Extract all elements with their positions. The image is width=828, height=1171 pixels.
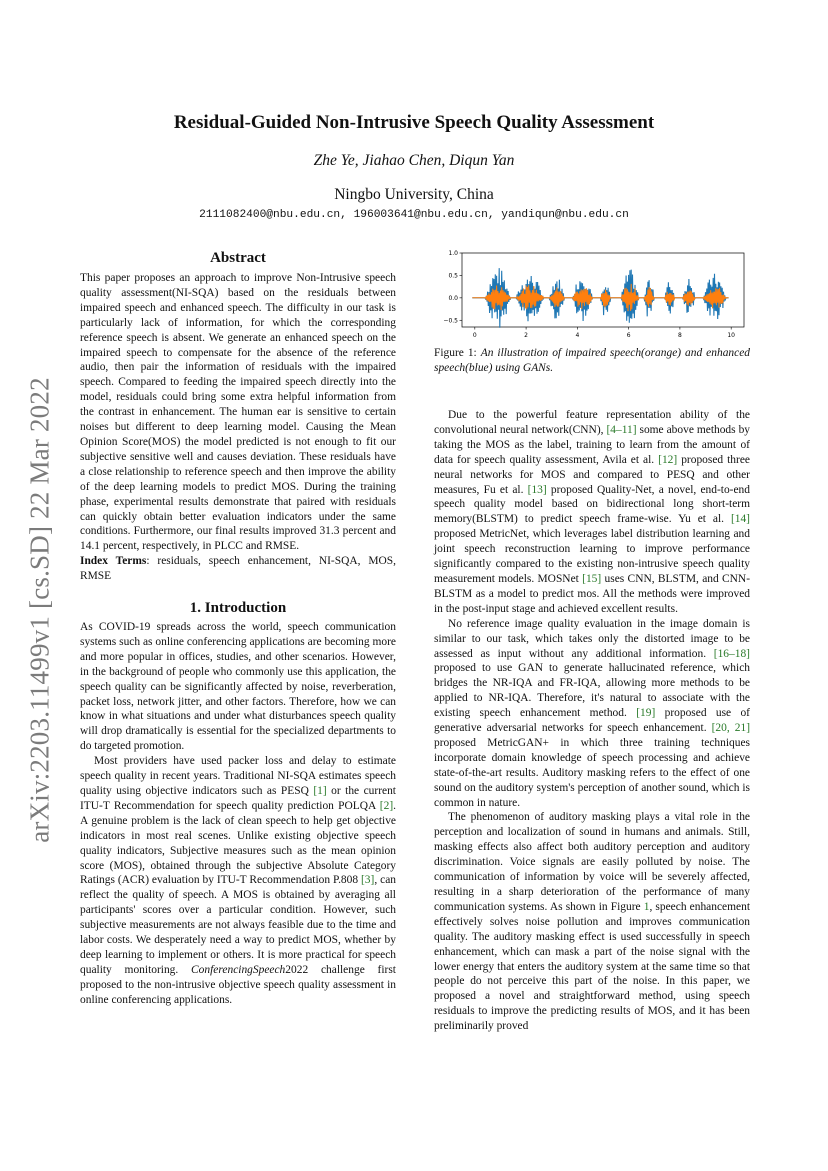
citation-link[interactable]: [16–18] <box>713 647 750 660</box>
arxiv-identifier: arXiv:2203.11499v1 [cs.SD] 22 Mar 2022 <box>24 377 55 843</box>
citation-link[interactable]: [14] <box>730 513 750 526</box>
figure-link[interactable]: 1 <box>643 900 650 913</box>
citation-link[interactable]: [20, 21] <box>711 722 750 735</box>
r-p3-a: The phenomenon of auditory masking plays a vital role in the perception and localization of sound in humans and animals. Still, masking effects also affect both auditory perception and auditory discrimination. Voice signals are easily polluted by noise. The communication of information by voice will be severely affected, resulting in a sharp deterioration of the performance of many communication systems. As shown in Figure <box>434 811 750 913</box>
citation-link[interactable]: [12] <box>658 453 678 466</box>
r-p3-b: , speech enhancement effectively solves noise pollution and improves communication quality. The auditory masking effect is used successfully in speech enhancement, which can mask a part of the noise signal with the lower energy that enters the auditory system at the same time so that people do not perceive this part of the noise. In this paper, we proposed a novel and straightforward method, using speech residuals to improve the predicting results of MOS, and it has been preliminarily proved <box>434 900 751 1033</box>
x-tick-label: 2 <box>524 332 529 339</box>
x-tick-label: 4 <box>575 332 580 339</box>
figure-caption-label: Figure 1: <box>434 347 481 359</box>
intro-p2-text-e: 2022 challenge first proposed to the non-intrusive objective speech quality assessment in online conferencing applications. <box>80 963 396 1006</box>
citation-link[interactable]: [2] <box>379 799 394 812</box>
paper-affiliation: Ningbo University, China <box>334 186 494 203</box>
paper-title: Residual-Guided Non-Intrusive Speech Quality Assessment <box>173 112 655 133</box>
x-tick-label: 8 <box>677 332 682 339</box>
r-p2-b: proposed to use GAN to generate hallucinated reference, which bridges the NR-IQA and FR-IQA, allowing more methods to be applied to NR-IQA. Therefore, it's natural to associate with the existing speech enhancement method. <box>434 662 750 720</box>
y-tick-label: 0.0 <box>448 294 458 302</box>
left-column <box>80 248 396 1008</box>
r-p1-b: some above methods by taking the MOS as the label, training to learn from the amount of data for speech quality assessment, Avila et al. <box>434 423 751 466</box>
challenge-name: ConferencingSpeech <box>191 963 286 976</box>
arxiv-sidebar <box>10 360 70 860</box>
waveform-chart <box>434 248 750 340</box>
intro-p2-text-c: . A genuine problem is the lack of clean speech to help get objective indicators in most real scenes. Unlike existing objective speech quality indicators, Subjective measures such as the mean opinion score (MOS), obtained through the subjective Absolute Category Ratings (ACR) evaluation by ITU-T Recommendation P.808 <box>80 799 396 887</box>
y-tick-label: 0.5 <box>448 272 458 280</box>
x-tick-label: 6 <box>626 332 631 339</box>
r-p1-c: proposed three neural networks for MOS and compared to PESQ and other measures, Fu et al. <box>434 453 750 496</box>
citation-link[interactable]: [19] <box>636 707 656 720</box>
y-tick-label: −0.5 <box>443 317 458 325</box>
index-terms <box>80 554 396 584</box>
introduction-heading: 1. Introduction <box>189 600 287 617</box>
figure-1 <box>434 248 750 376</box>
citation-link[interactable]: [3] <box>361 874 375 887</box>
x-tick-label: 10 <box>727 332 736 339</box>
abstract-heading: Abstract <box>210 250 266 266</box>
index-terms-label: Index Terms <box>80 555 147 568</box>
abstract-text: This paper proposes an approach to improve Non-Intrusive speech quality assessment(NI-SQA) based on the residuals between impaired speech and enhanced speech. The difficulty in our task is particularly lack of information, for which the corresponding reference speech is absent. We generate an enhanced speech on the impaired speech to compensate for the absence of the reference audio, then pair the information of residuals with the impaired speech. Compared to feeding the impaired speech directly into the model, residuals could bring some extra helpful information from the contrast in enhancement. The human ear is sensitive to certain noises but different to deep learning model. Causing the Mean Opinion Score(MOS) the model predicted is not enough to fit our subjective sensitive well and causes deviation. These residuals have a close relationship to reference speech and then improve the ability of the deep learning models to predict MOS. During the training phase, experimental results demonstrate that paired with residuals can quickly obtain better evaluation indicators under the same conditions. Furthermore, our final results improved 31.3 percent and 14.1 percent, respectively, in PLCC and RMSE. <box>80 272 396 553</box>
right-paragraph-2 <box>434 617 750 811</box>
citation-link[interactable]: [4–11] <box>606 423 637 436</box>
paper-emails: 2111082400@nbu.edu.cn, 196003641@nbu.edu.cn, yandiqun@nbu.edu.cn <box>199 209 629 221</box>
figure-caption <box>434 346 750 376</box>
intro-p2-text-d: , can reflect the quality of speech. A MOS is obtained by averaging all participants' scores over a particular condition. However, such subjective measurements are not always feasible due to the time and labor costs. We desperately need a way to predict MOS, whether by deep learning to implement or others. It is more practical for speech quality monitoring. <box>80 874 396 976</box>
r-p2-d: proposed MetricGAN+ in which three training techniques incorporate domain knowledge of speech processing and achieve state-of-the-art results. Auditory masking refers to the effect of one sound on the auditory system's perception of another sound, which is common in nature. <box>434 736 750 809</box>
y-tick-label: 1.0 <box>448 250 458 257</box>
figure-caption-text: An illustration of impaired speech(orange) and enhanced speech(blue) using GANs. <box>434 347 751 374</box>
r-p1-d: proposed Quality-Net, a novel, end-to-end speech quality model based on bidirectional long short-term memory(BLSTM) to predict speech frame-wise. Yu et al. <box>434 483 750 526</box>
intro-p2-text-b: or the current ITU-T Recommendation for speech quality prediction POLQA <box>80 785 396 812</box>
r-p2-a: No reference image quality evaluation in the image domain is similar to our task, which takes only the distorted image to be assessed as input without any additional information. <box>434 617 750 660</box>
x-tick-label: 0 <box>472 332 477 339</box>
index-terms-text: : residuals, speech enhancement, NI-SQA, MOS, RMSE <box>80 555 396 583</box>
paper-authors: Zhe Ye, Jiahao Chen, Diqun Yan <box>313 152 515 169</box>
right-paragraph-3 <box>434 810 750 1034</box>
right-paragraph-1 <box>434 408 750 617</box>
intro-paragraph-1: As COVID-19 spreads across the world, speech communication systems such as online conferencing applications are becoming more and more popular in offices, studies, and other scenarios. However, in the background of people who commonly use this application, the speech quality can be significantly affected by noise, reverberation, packet loss, network jitter, and other factors. Therefore, how we can know in what situations and under what disturbances speech quality will drop dramatically is essential for the specialized departments to do targeted promotion. <box>80 621 396 753</box>
citation-link[interactable]: [1] <box>313 785 327 797</box>
citation-link[interactable]: [13] <box>527 483 547 496</box>
intro-p2-text-a: Most providers have used packer loss and delay to estimate speech quality in recent years. Traditional NI-SQA estimates speech quality using objective indicators such as PESQ <box>80 755 396 797</box>
r-p2-c: proposed use of generative adversarial networks for speech enhancement. <box>434 707 750 735</box>
wave-layer <box>472 268 728 328</box>
intro-paragraph-2 <box>80 754 396 1007</box>
citation-link[interactable]: [15] <box>582 572 602 585</box>
r-p1-f: uses CNN, BLSTM, and CNN-BLSTM as a model to predict mos. All the methods were improved in the post-input stage and achieved excellent results. <box>434 572 750 615</box>
right-column <box>434 408 750 1034</box>
r-p1-e: proposed MetricNet, which leverages label distribution learning and joint speech reconstruction learning to improve performance significantly compared to the existing non-intrusive speech quality measurement models. MOSNet <box>434 528 750 585</box>
r-p1-a: Due to the powerful feature representation ability of the convolutional neural network(CNN), <box>434 409 750 436</box>
